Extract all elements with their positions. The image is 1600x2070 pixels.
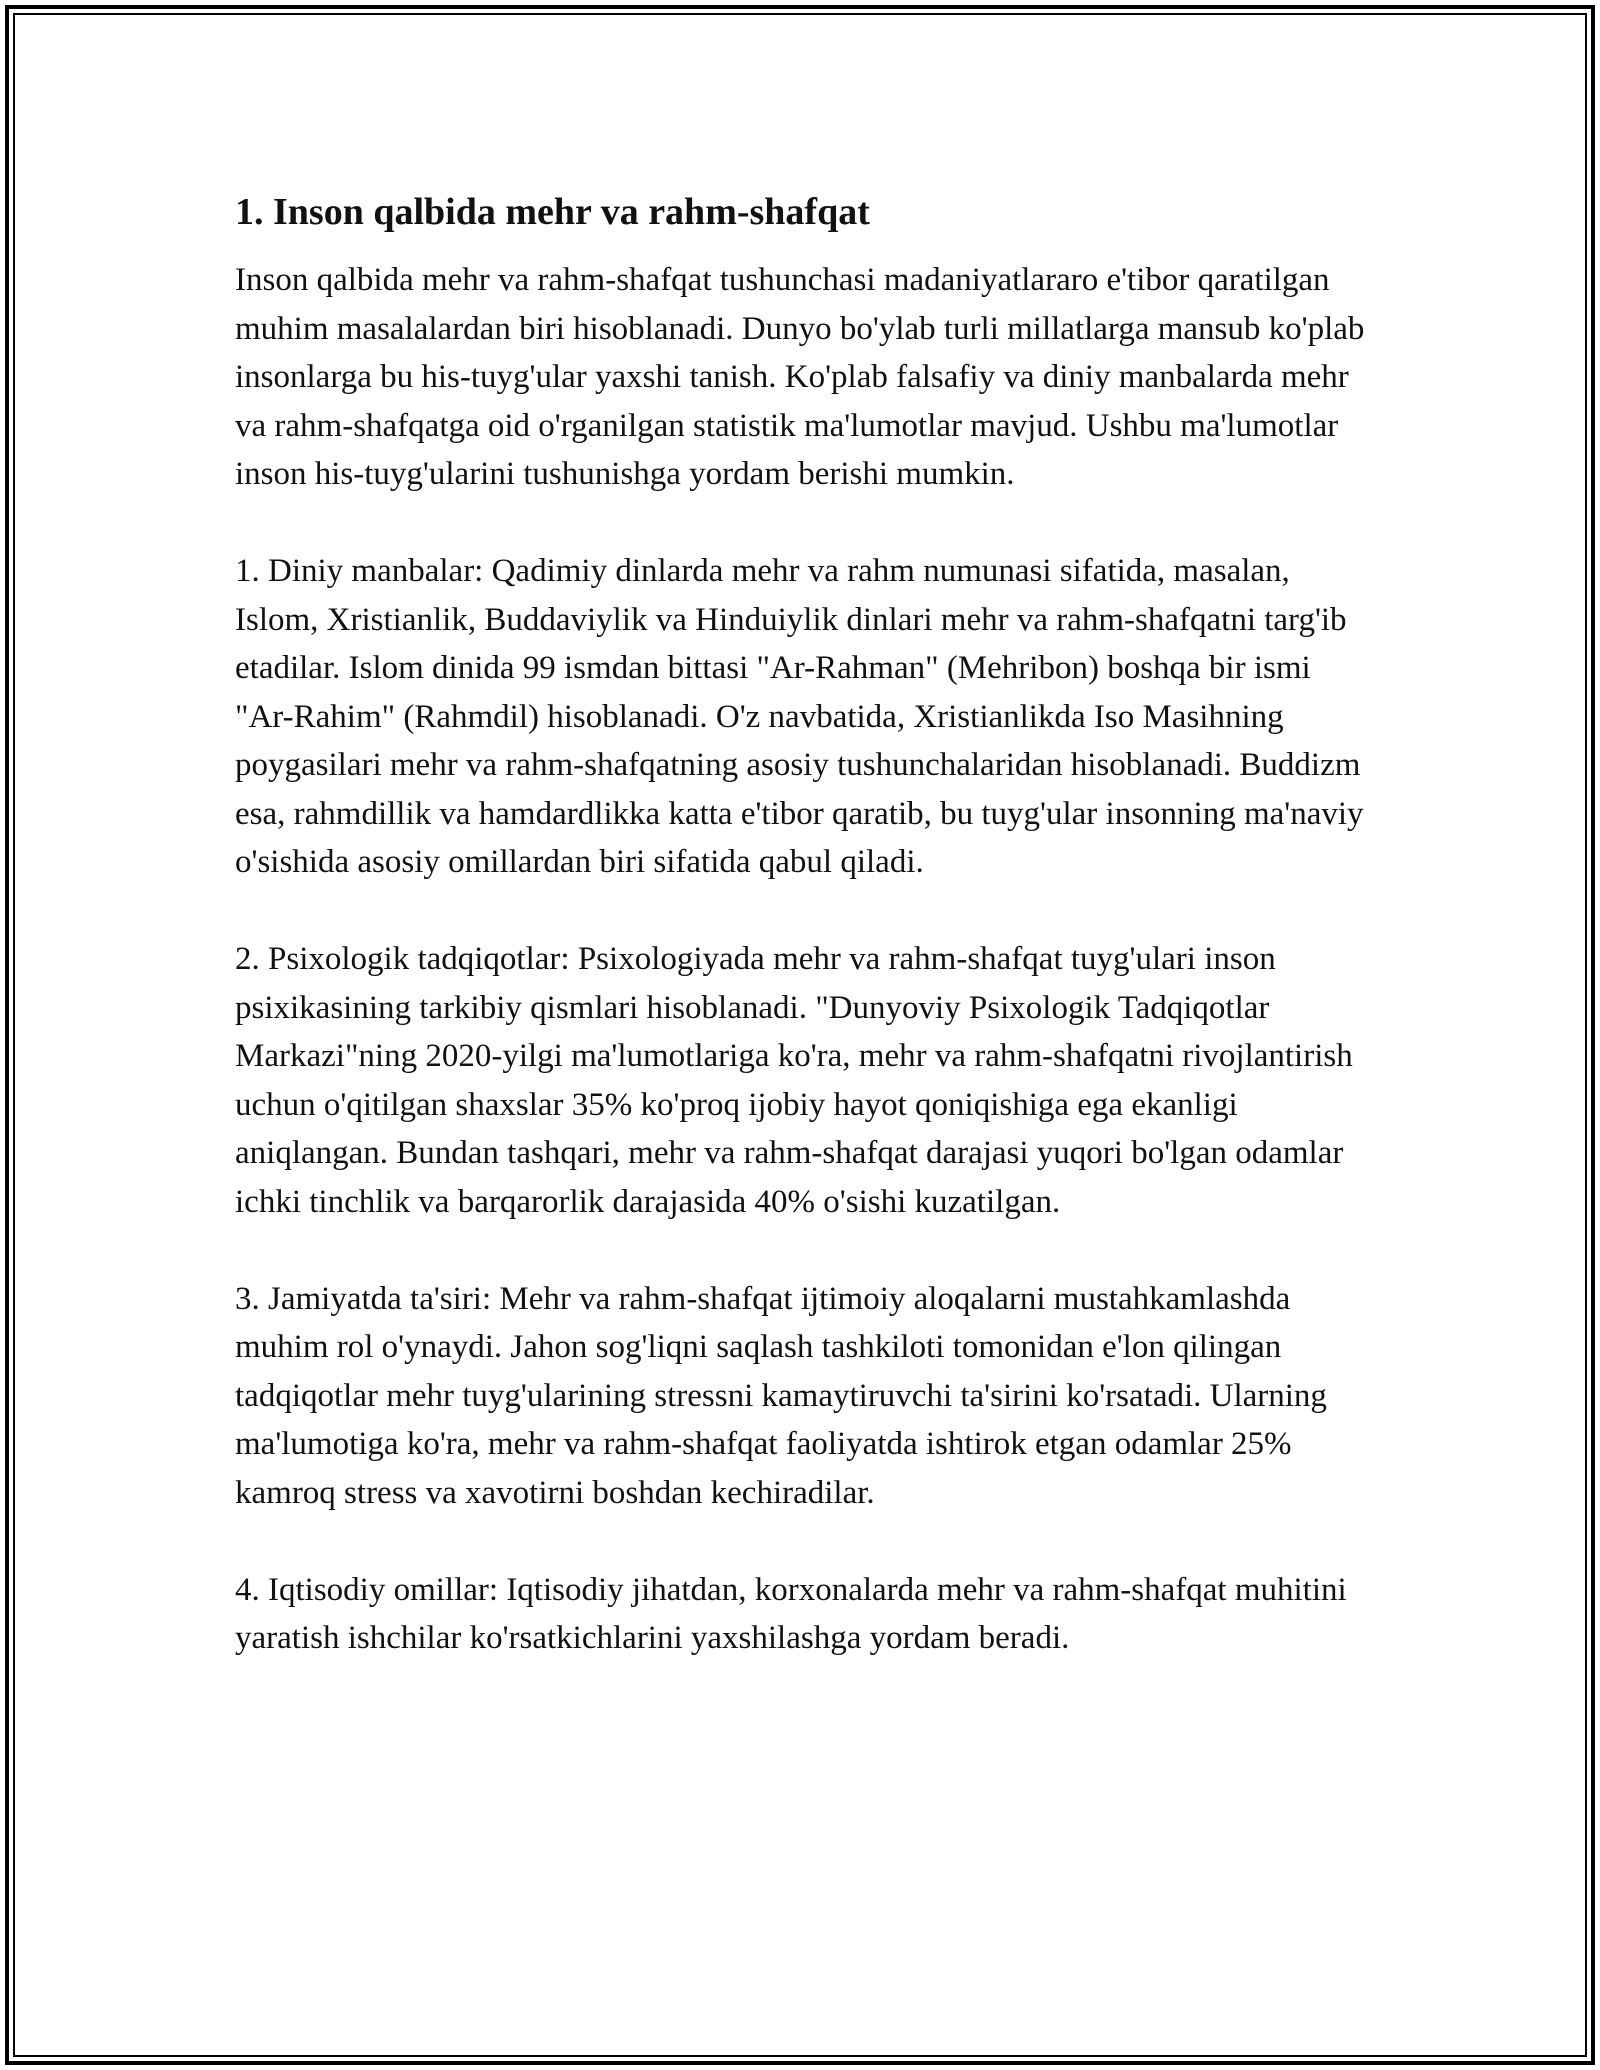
- intro-paragraph: Inson qalbida mehr va rahm-shafqat tushunchasi madaniyatlararo e'tibor qaratilgan muhim masalalardan biri hisoblanadi. Dunyo bo'ylab turli millatlarga mansub ko'plab insonlarga bu his-tuyg'ular yaxshi tanish. Ko'plab falsafiy va diniy manbalarda mehr va rahm-shafqatga oid o'rganilgan statistik ma'lumotlar mavjud. Ushbu ma'lumotlar inson his-tuyg'ularini tushunishga yordam berishi mumkin.: [235, 262, 1365, 492]
- document-title: 1. Inson qalbida mehr va rahm-shafqat: [235, 191, 870, 233]
- paragraph-religious-sources: 1. Diniy manbalar: Qadimiy dinlarda mehr va rahm numunasi sifatida, masalan, Islom, Xristianlik, Buddaviylik va Hinduiylik dinlari mehr va rahm-shafqatni targ'ib etadilar. Islom dinida 99 ismdan bittasi "Ar-Rahman" (Mehribon) boshqa bir ismi "Ar-Rahim" (Rahmdil) hisoblanadi. O'z navbatida, Xristianlikda Iso Masihning poygasilari mehr va rahm-shafqatning asosiy tushunchalaridan hisoblanadi. Buddizm esa, rahmdillik va hamdardlikka katta e'tibor qaratib, bu tuyg'ular insonning ma'naviy o'sishida asosiy omillardan biri sifatida qabul qiladi.: [235, 553, 1364, 880]
- paragraph-society-impact: 3. Jamiyatda ta'siri: Mehr va rahm-shafqat ijtimoiy aloqalarni mustahkamlashda muhim rol o'ynaydi. Jahon sog'liqni saqlash tashkiloti tomonidan e'lon qilingan tadqiqotlar mehr tuyg'ularining stressni kamaytiruvchi ta'sirini ko'rsatadi. Ularning ma'lumotiga ko'ra, mehr va rahm-shafqat faoliyatda ishtirok etgan odamlar 25% kamroq stress va xavotirni boshdan kechiradilar.: [235, 1280, 1327, 1511]
- paragraph-economic-factors: 4. Iqtisodiy omillar: Iqtisodiy jihatdan, korxonalarda mehr va rahm-shafqat muhitini yaratish ishchilar ko'rsatkichlarini yaxshilashga yordam beradi.: [235, 1571, 1347, 1656]
- document-body: [235, 188, 1375, 1711]
- paragraph-psychological-research: 2. Psixologik tadqiqotlar: Psixologiyada mehr va rahm-shafqat tuyg'ulari inson psixikasining tarkibiy qismlari hisoblanadi. "Dunyoviy Psixologik Tadqiqotlar Markazi"ning 2020-yilgi ma'lumotlariga ko'ra, mehr va rahm-shafqatni rivojlantirish uchun o'qitilgan shaxslar 35% ko'proq ijobiy hayot qoniqishiga ega ekanligi aniqlangan. Bundan tashqari, mehr va rahm-shafqat darajasi yuqori bo'lgan odamlar ichki tinchlik va barqarorlik darajasida 40% o'sishi kuzatilgan.: [235, 941, 1353, 1220]
